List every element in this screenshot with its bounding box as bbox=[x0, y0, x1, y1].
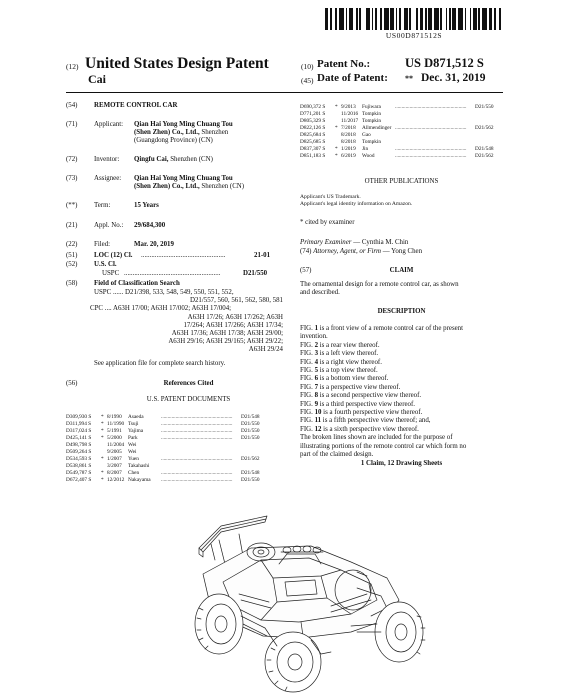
fig-number: 11 bbox=[314, 417, 322, 425]
reference-dots: ...................................................... bbox=[161, 414, 233, 420]
front-right-wheel-drawing bbox=[375, 602, 425, 662]
figure-description-line bbox=[300, 426, 505, 434]
applicant-region: (Guangdong Province) (CN) bbox=[134, 137, 213, 144]
figure-description-line bbox=[300, 384, 505, 392]
code-21: (21) bbox=[66, 222, 78, 229]
fig-prefix: FIG. bbox=[300, 350, 315, 358]
reference-number: D837,307 S bbox=[300, 146, 326, 152]
patent-type-title: United States Design Patent bbox=[85, 55, 269, 72]
reference-name: Chen bbox=[128, 470, 140, 476]
reference-name: Allmendinger bbox=[362, 125, 392, 131]
claim-heading: CLAIM bbox=[389, 267, 414, 274]
fig-prefix: FIG. bbox=[300, 417, 315, 425]
reference-class: D21/562 bbox=[241, 456, 260, 462]
reference-star: * bbox=[101, 421, 104, 427]
figure-description-line bbox=[300, 392, 505, 400]
reference-name: Wei bbox=[128, 442, 137, 448]
code-58: (58) bbox=[66, 280, 78, 287]
figure-description-line bbox=[300, 342, 505, 350]
reference-dots: ...................................................... bbox=[395, 146, 467, 152]
reference-date: 8/2018 bbox=[341, 139, 356, 145]
reference-date: 8/2018 bbox=[341, 132, 356, 138]
code-71: (71) bbox=[66, 121, 78, 128]
date-label: Date of Patent: bbox=[317, 72, 388, 84]
reference-class: D21/548 bbox=[241, 414, 260, 420]
see-application-note: See application file for complete search history. bbox=[94, 360, 226, 367]
reference-star: * bbox=[335, 104, 338, 110]
reference-star: * bbox=[101, 428, 104, 434]
filed-date: Mar. 20, 2019 bbox=[134, 241, 174, 248]
applicant-label: Applicant: bbox=[94, 121, 124, 128]
fig-text: is a front view of a remote control car of the present bbox=[318, 325, 464, 332]
reference-name: Yajima bbox=[128, 428, 144, 434]
description-heading: DESCRIPTION bbox=[377, 308, 426, 315]
figure-description-line bbox=[300, 350, 505, 358]
fig-prefix: FIG. bbox=[300, 375, 315, 383]
figure-description-line bbox=[300, 443, 505, 451]
fig-text: is a top view thereof. bbox=[318, 367, 378, 375]
reference-number: D851,183 S bbox=[300, 153, 326, 159]
field-line: D21/557, 560, 561, 562, 580, 581 bbox=[189, 297, 283, 305]
reference-class: D21/550 bbox=[241, 421, 260, 427]
reference-star: * bbox=[101, 477, 104, 483]
appl-label: Appl. No.: bbox=[94, 222, 124, 229]
fig-text: is a bottom view thereof. bbox=[318, 375, 389, 383]
code-56: (56) bbox=[66, 380, 78, 387]
publication-1: Applicant's US Trademark. bbox=[300, 194, 361, 200]
figure-list bbox=[300, 325, 505, 460]
fig-text: is a left view thereof. bbox=[318, 350, 379, 358]
reference-date: 12/2012 bbox=[107, 477, 125, 483]
reference-number: D771,201 S bbox=[300, 111, 326, 117]
reference-date: 8/2007 bbox=[107, 470, 122, 476]
cited-by-examiner: * cited by examiner bbox=[300, 219, 355, 226]
fig-prefix: FIG. bbox=[300, 367, 315, 375]
reference-date: 11/2016 bbox=[341, 111, 359, 117]
primary-examiner-name: — Cynthia M. Chin bbox=[353, 239, 409, 246]
reference-date: 11/1990 bbox=[107, 421, 125, 427]
reference-name: Asaeda bbox=[128, 414, 144, 420]
code-12: (12) bbox=[66, 62, 79, 71]
field-search-lines bbox=[90, 289, 283, 355]
remote-control-car-drawing bbox=[181, 504, 436, 696]
fig-prefix: FIG. bbox=[300, 383, 315, 391]
patent-date: Dec. 31, 2019 bbox=[421, 72, 486, 84]
fig-prefix: FIG. bbox=[300, 341, 315, 349]
claim-line-2: and described. bbox=[300, 289, 340, 296]
fig-text: invention. bbox=[300, 333, 328, 341]
code-74: (74) bbox=[300, 248, 312, 255]
reference-number: D311,994 S bbox=[66, 421, 92, 427]
reference-date: 11/2017 bbox=[341, 118, 359, 124]
reference-class: D21/548 bbox=[241, 470, 260, 476]
reference-number: D538,861 S bbox=[66, 463, 92, 469]
filed-label: Filed: bbox=[94, 241, 111, 248]
figure-description-line bbox=[300, 333, 505, 341]
assignee-city: Shenzhen (CN) bbox=[201, 183, 245, 190]
reference-dots: ...................................................... bbox=[161, 421, 233, 427]
fig-text: is a fourth perspective view thereof. bbox=[321, 409, 423, 417]
code-54: (54) bbox=[66, 102, 78, 109]
uspc-label: USPC bbox=[102, 270, 120, 277]
fig-number: 5 bbox=[314, 367, 319, 375]
loc-dots: ................................................. bbox=[141, 252, 226, 259]
field-line: USPC ...... D21/398, 533, 548, 549, 550, 551, 552, bbox=[94, 289, 234, 296]
figure-description-line bbox=[300, 375, 505, 383]
applicant-city: Shenzhen bbox=[201, 129, 229, 136]
code-72: (72) bbox=[66, 156, 78, 163]
code-term: (**) bbox=[66, 202, 78, 209]
term-label: Term: bbox=[94, 202, 111, 209]
reference-name: Tompkin bbox=[362, 111, 382, 117]
rear-left-wheel-drawing bbox=[195, 594, 243, 654]
field-search-label: Field of Classification Search bbox=[94, 280, 180, 287]
reference-class: D21/548 bbox=[475, 146, 494, 152]
claim-line-1: The ornamental design for a remote control car, as shown bbox=[300, 281, 459, 288]
reference-class: D21/550 bbox=[241, 477, 260, 483]
claims-sheets-summary: 1 Claim, 12 Drawing Sheets bbox=[360, 460, 443, 467]
reference-date: 11/2004 bbox=[107, 442, 125, 448]
applicant-name-1: Qian Hai Yong Ming Chuang Tou bbox=[134, 121, 233, 128]
reference-name: Park bbox=[128, 435, 138, 441]
figure-description-line bbox=[300, 417, 505, 425]
reference-date: 5/1991 bbox=[107, 428, 122, 434]
reference-star: * bbox=[335, 153, 338, 159]
figure-description-line bbox=[300, 451, 505, 459]
reference-name: Jin bbox=[362, 146, 369, 152]
reference-dots: ...................................................... bbox=[161, 470, 233, 476]
publication-2: Applicant's legal identity information on Amazon. bbox=[300, 201, 413, 207]
code-52: (52) bbox=[66, 261, 78, 268]
reference-number: D509,264 S bbox=[66, 449, 92, 455]
figure-description-line bbox=[300, 359, 505, 367]
reference-number: D498,798 S bbox=[66, 442, 92, 448]
uspc-class: D21/550 bbox=[243, 270, 268, 277]
inventor-label: Inventor: bbox=[94, 156, 120, 163]
applicant-name-2: (Shen Zhen) Co., Ltd., bbox=[134, 129, 200, 136]
fig-number: 9 bbox=[314, 400, 319, 408]
reference-number: D672,407 S bbox=[66, 477, 92, 483]
reference-number: D317,024 S bbox=[66, 428, 92, 434]
reference-star: * bbox=[101, 414, 104, 420]
inventor-name: Qingfu Cai, bbox=[134, 156, 169, 163]
patent-number: US D871,512 S bbox=[405, 56, 484, 70]
figure-description-line bbox=[300, 409, 505, 417]
fig-prefix: FIG. bbox=[300, 358, 315, 366]
reference-class: D21/550 bbox=[241, 435, 260, 441]
field-line: CPC .... A63H 17/00; A63H 17/002; A63H 17/004; bbox=[90, 305, 232, 313]
field-line: A63H 29/16; A63H 29/165; A63H 29/22; bbox=[168, 338, 283, 346]
field-line: 17/264; A63H 17/266; A63H 17/34; bbox=[183, 321, 283, 329]
fig-number: 3 bbox=[314, 350, 319, 358]
figure-description-line bbox=[300, 325, 505, 333]
reference-star: * bbox=[101, 470, 104, 476]
reference-date: 1/2019 bbox=[341, 146, 356, 152]
reference-name: Tompkin bbox=[362, 118, 382, 124]
fig-text: illustrating portions of the remote control car which form no bbox=[300, 442, 467, 450]
inventor-place: Shenzhen (CN) bbox=[170, 156, 213, 163]
reference-date: 9/2005 bbox=[107, 449, 122, 455]
code-10: (10) bbox=[301, 62, 314, 71]
reference-number: D425,141 S bbox=[66, 435, 92, 441]
fig-number: 6 bbox=[314, 375, 319, 383]
reference-date: 1/2007 bbox=[107, 456, 122, 462]
reference-name: Gao bbox=[362, 132, 371, 138]
reference-dots: ...................................................... bbox=[395, 153, 467, 159]
reference-number: D822,126 S bbox=[300, 125, 326, 131]
reference-name: Takahashi bbox=[128, 463, 150, 469]
reference-name: Nakayama bbox=[128, 477, 151, 483]
reference-star: * bbox=[101, 435, 104, 441]
code-22: (22) bbox=[66, 241, 78, 248]
figure-description-line bbox=[300, 367, 505, 375]
fig-text: is a right view thereof. bbox=[318, 358, 382, 366]
primary-examiner-label: Primary Examiner bbox=[300, 239, 352, 246]
reference-number: D549,787 S bbox=[66, 470, 92, 476]
fig-number: 8 bbox=[314, 392, 319, 400]
reference-name: Wood bbox=[362, 153, 375, 159]
assignee-name-1: Qian Hai Yong Ming Chuang Tou bbox=[134, 175, 233, 182]
fig-text: is a fifth perspective view thereof; and, bbox=[321, 417, 431, 425]
inventor-surname: Cai bbox=[88, 72, 106, 86]
barcode-number: US00D871512S bbox=[385, 31, 443, 40]
patent-no-label: Patent No.: bbox=[317, 58, 371, 70]
reference-date: 9/2013 bbox=[341, 104, 356, 110]
attorney-label: Attorney, Agent, or Firm bbox=[313, 248, 382, 255]
fig-number: 10 bbox=[314, 409, 322, 417]
fig-text: is a third perspective view thereof. bbox=[318, 400, 416, 408]
figure-description-line bbox=[300, 434, 505, 442]
us-cl-label: U.S. Cl. bbox=[94, 261, 117, 268]
reference-date: 5/2000 bbox=[107, 435, 122, 441]
reference-dots: ...................................................... bbox=[395, 125, 467, 131]
appl-number: 29/684,300 bbox=[134, 222, 166, 229]
loc-class: 21-01 bbox=[254, 252, 271, 259]
fig-text: is a rear view thereof. bbox=[318, 341, 380, 349]
code-57: (57) bbox=[300, 267, 312, 274]
reference-date: 7/2018 bbox=[341, 125, 356, 131]
assignee-label: Assignee: bbox=[94, 175, 122, 182]
fig-text: part of the claimed design. bbox=[300, 451, 374, 459]
reference-dots: ...................................................... bbox=[395, 104, 467, 110]
field-line: A63H 17/26; A63H 17/262; A63H bbox=[187, 313, 283, 321]
reference-date: 3/2007 bbox=[107, 463, 122, 469]
reference-date: 8/1990 bbox=[107, 414, 122, 420]
reference-dots: ...................................................... bbox=[161, 428, 233, 434]
reference-star: * bbox=[101, 456, 104, 462]
reference-dots: ...................................................... bbox=[161, 435, 233, 441]
assignee-name-2: (Shen Zhen) Co., Ltd., bbox=[134, 183, 200, 190]
reference-number: D825,684 S bbox=[300, 132, 326, 138]
fig-number: 2 bbox=[314, 341, 319, 349]
code-51: (51) bbox=[66, 252, 78, 259]
reference-dots: ...................................................... bbox=[161, 456, 233, 462]
fig-text: is a sixth perspective view thereof. bbox=[321, 425, 419, 433]
reference-class: D21/550 bbox=[241, 428, 260, 434]
fig-prefix: FIG. bbox=[300, 425, 315, 433]
term-value: 15 Years bbox=[134, 202, 159, 209]
figure-description-line bbox=[300, 401, 505, 409]
fig-text: is a perspective view thereof. bbox=[318, 383, 401, 391]
reference-number: D690,372 S bbox=[300, 104, 326, 110]
reference-name: Yuen bbox=[128, 456, 139, 462]
code-73: (73) bbox=[66, 175, 78, 182]
references-heading: References Cited bbox=[163, 380, 214, 387]
fig-number: 4 bbox=[314, 358, 319, 366]
reference-name: Wei bbox=[128, 449, 137, 455]
reference-number: D534,593 S bbox=[66, 456, 92, 462]
fig-prefix: FIG. bbox=[300, 392, 315, 400]
reference-star: * bbox=[335, 125, 338, 131]
fig-text: The broken lines shown are included for the purpose of bbox=[300, 434, 453, 442]
code-45: (45) bbox=[301, 76, 314, 85]
field-line: A63H 17/36; A63H 17/38; A63H 29/00; bbox=[171, 330, 283, 338]
reference-number: D309,930 S bbox=[66, 414, 92, 420]
barcode-bar bbox=[501, 8, 503, 30]
reference-class: D21/562 bbox=[475, 153, 494, 159]
fig-prefix: FIG. bbox=[300, 325, 315, 332]
other-publications-heading: OTHER PUBLICATIONS bbox=[364, 178, 439, 185]
design-title: REMOTE CONTROL CAR bbox=[94, 102, 178, 109]
date-marks: ** bbox=[405, 74, 413, 83]
reference-name: Fujiwara bbox=[362, 104, 381, 110]
fig-number: 12 bbox=[314, 425, 322, 433]
reference-number: D805,329 S bbox=[300, 118, 326, 124]
reference-name: Tsuji bbox=[128, 421, 139, 427]
fig-prefix: FIG. bbox=[300, 400, 315, 408]
reference-dots: ...................................................... bbox=[161, 477, 233, 483]
reference-star: * bbox=[335, 146, 338, 152]
reference-number: D825,685 S bbox=[300, 139, 326, 145]
reference-date: 6/2019 bbox=[341, 153, 356, 159]
header-rule bbox=[66, 92, 503, 93]
fig-number: 7 bbox=[314, 383, 319, 391]
fig-number: 1 bbox=[314, 325, 319, 332]
barcode bbox=[325, 8, 503, 30]
field-line: A63H 29/24 bbox=[248, 346, 283, 354]
reference-class: D21/550 bbox=[475, 104, 494, 110]
loc-label: LOC (12) Cl. bbox=[94, 252, 133, 259]
uspc-dots: ........................................................ bbox=[124, 270, 221, 277]
fig-text: is a second perspective view thereof. bbox=[318, 392, 422, 400]
reference-class: D21/562 bbox=[475, 125, 494, 131]
fig-prefix: FIG. bbox=[300, 409, 315, 417]
us-patent-documents-heading: U.S. PATENT DOCUMENTS bbox=[146, 396, 231, 403]
attorney-name: — Yong Chen bbox=[382, 248, 423, 255]
reference-name: Tompkin bbox=[362, 139, 382, 145]
